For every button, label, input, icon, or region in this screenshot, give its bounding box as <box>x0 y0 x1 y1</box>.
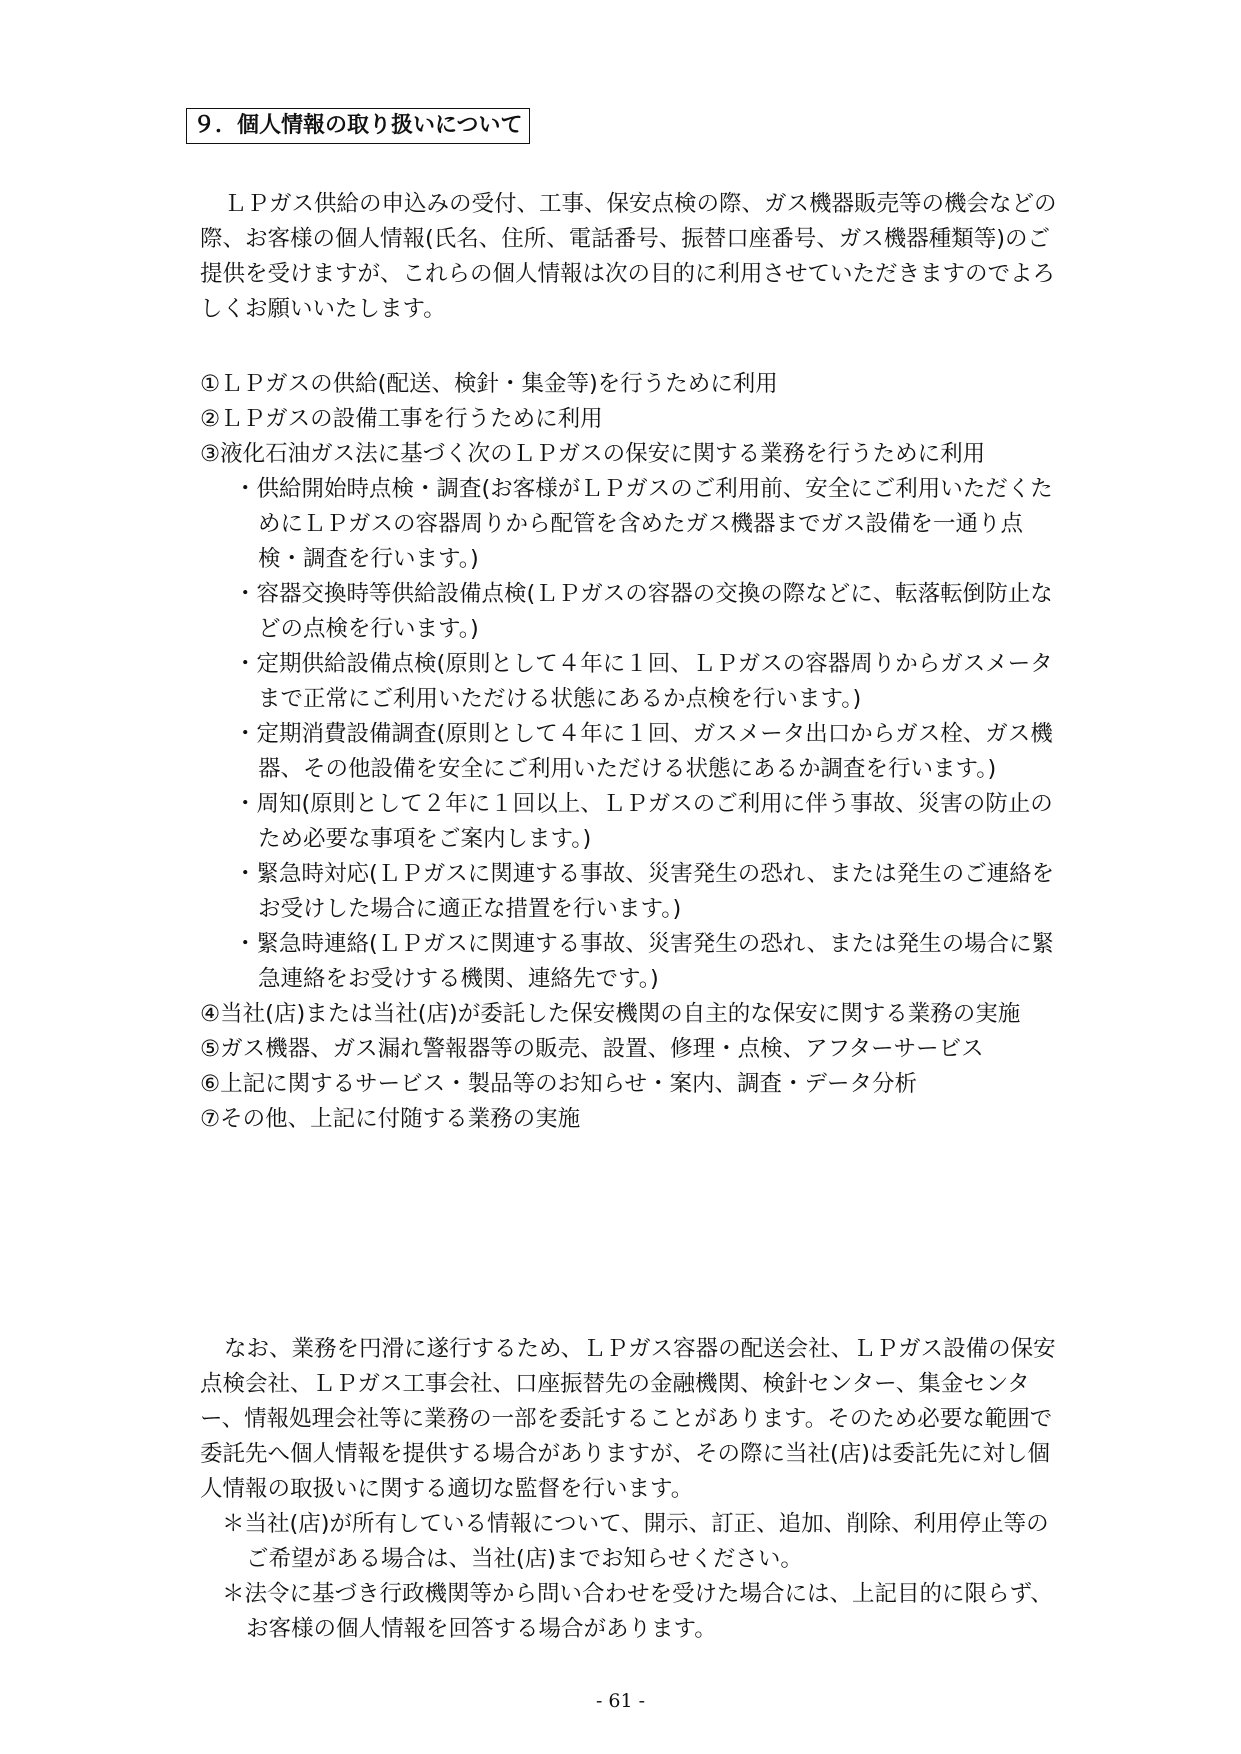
safety-item-emergency-response: ・緊急時対応(ＬＰガスに関連する事故、災害発生の恐れ、または発生のご連絡をお受けした場合に適正な措置を行います。) <box>234 861 1055 922</box>
safety-item-emergency-contact: ・緊急時連絡(ＬＰガスに関連する事故、災害発生の恐れ、または発生の場合に緊急連絡をお受けする機関、連絡先です。) <box>234 931 1055 992</box>
star-note-disclosure: ＊当社(店)が所有している情報について、開示、訂正、追加、削除、利用停止等のご希望がある場合は、当社(店)までお知らせください。 <box>222 1511 1049 1572</box>
intro-paragraph: ＬＰガス供給の申込みの受付、工事、保安点検の際、ガス機器販売等の機会などの際、お客様の個人情報(氏名、住所、電話番号、振替口座番号、ガス機器種類等)のご提供を受けますが、これらの個人情報は次の目的に利用させていただきますのでよろしくお願いいたします。 <box>200 191 1057 322</box>
purpose-item-7: ⑦その他、上記に付随する業務の実施 <box>200 1106 581 1132</box>
safety-item-notice: ・周知(原則として２年に１回以上、ＬＰガスのご利用に伴う事故、災害の防止のため必要な事項をご案内します。) <box>234 791 1053 852</box>
page-number: - 61 - <box>595 1690 646 1712</box>
purpose-item-4: ④当社(店)または当社(店)が委託した保安機関の自主的な保安に関する業務の実施 <box>200 1001 1021 1027</box>
purpose-item-1: ①ＬＰガスの供給(配送、検針・集金等)を行うために利用 <box>200 371 778 397</box>
star-notes <box>200 1507 1060 1647</box>
purpose-list <box>200 367 1060 1137</box>
purpose-item-3: ③液化石油ガス法に基づく次のＬＰガスの保安に関する業務を行うために利用 <box>200 441 986 467</box>
safety-item-periodic-consumption: ・定期消費設備調査(原則として４年に１回、ガスメータ出口からガス栓、ガス機器、その他設備を安全にご利用いただける状態にあるか調査を行います。) <box>234 721 1053 782</box>
purpose-item-5: ⑤ガス機器、ガス漏れ警報器等の販売、設置、修理・点検、アフターサービス <box>200 1036 984 1062</box>
safety-item-start-inspection: ・供給開始時点検・調査(お客様がＬＰガスのご利用前、安全にご利用いただくためにＬＰガスの容器周りから配管を含めたガス機器までガス設備を一通り点検・調査を行います。) <box>234 476 1053 572</box>
section-heading: ９．個人情報の取り扱いについて <box>186 108 530 144</box>
safety-item-periodic-supply: ・定期供給設備点検(原則として４年に１回、ＬＰガスの容器周りからガスメータまで正常にご利用いただける状態にあるか点検を行います。) <box>234 651 1053 712</box>
star-note-legal: ＊法令に基づき行政機関等から問い合わせを受けた場合には、上記目的に限らず、お客様の個人情報を回答する場合があります。 <box>222 1581 1053 1642</box>
safety-item-container-exchange: ・容器交換時等供給設備点検(ＬＰガスの容器の交換の際などに、転落転倒防止などの点検を行います。) <box>234 581 1053 642</box>
purpose-item-2: ②ＬＰガスの設備工事を行うために利用 <box>200 406 603 432</box>
purpose-item-6: ⑥上記に関するサービス・製品等のお知らせ・案内、調査・データ分析 <box>200 1071 917 1097</box>
outsourcing-paragraph: なお、業務を円滑に遂行するため、ＬＰガス容器の配送会社、ＬＰガス設備の保安点検会社、ＬＰガス工事会社、口座振替先の金融機関、検針センター、集金センター、情報処理会社等に業務の一部を委託することがあります。そのため必要な範囲で委託先へ個人情報を提供する場合がありますが、その際に当社(店)は委託先に対し個人情報の取扱いに関する適切な監督を行います。 <box>200 1336 1056 1502</box>
